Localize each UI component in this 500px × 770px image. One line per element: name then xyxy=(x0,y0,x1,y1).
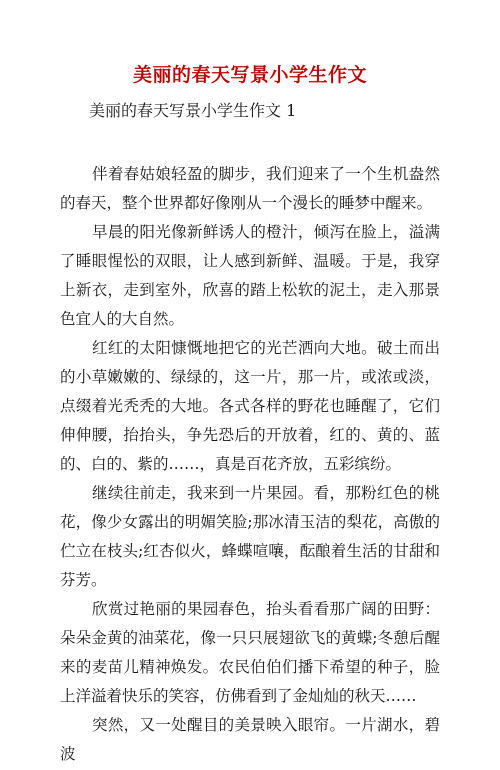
section-heading: 美丽的春天写景小学生作文 1 xyxy=(89,101,297,120)
paragraph-1: 伴着春姑娘轻盈的脚步，我们迎来了一个生机盎然的春天，整个世界都好像刚从一个漫长的睡梦中醒来。 xyxy=(60,165,440,212)
paragraph-2: 早晨的阳光像新鲜诱人的橙汁，倾泻在脸上，溢满了睡眼惺忪的双眼，让人感到新鲜、温暖。于是，我穿上新衣，走到室外，欣喜的踏上松软的泥土，走入那景色宜人的大自然。 xyxy=(60,223,440,328)
paragraph-5: 欣赏过艳丽的果园春色，抬头看看那广阔的田野：朵朵金黄的油菜花，像一只只展翅欲飞的黄蝶;冬憩后醒来的麦苗儿精神焕发。农民伯伯们播下希望的种子，脸上洋溢着快乐的笑容，仿佛看到了金灿灿的秋天…… xyxy=(60,600,440,705)
paragraph-4: 继续往前走，我来到一片果园。看，那粉红色的桃花，像少女露出的明媚笑脸;那冰清玉洁的梨花，高傲的伫立在枝头;红杏似火，蜂蝶喧嚷，酝酿着生活的甘甜和芬芳。 xyxy=(60,484,440,589)
paragraph-6: 突然，又一处醒目的美景映入眼帘。一片湖水，碧波 xyxy=(60,716,440,763)
document-body xyxy=(60,160,440,769)
document-title: 美丽的春天写景小学生作文 xyxy=(132,64,367,86)
document-page xyxy=(0,62,500,770)
paragraph-3: 红红的太阳慷慨地把它的光芒洒向大地。破土而出的小草嫩嫩的、绿绿的，这一片，那一片，或浓或淡，点缀着光秃秃的大地。各式各样的野花也睡醒了，它们伸伸腰，抬抬头，争先恐后的开放着，红的、黄的、蓝的、白的、紫的……，真是百花齐放，五彩缤纷。 xyxy=(60,339,440,473)
